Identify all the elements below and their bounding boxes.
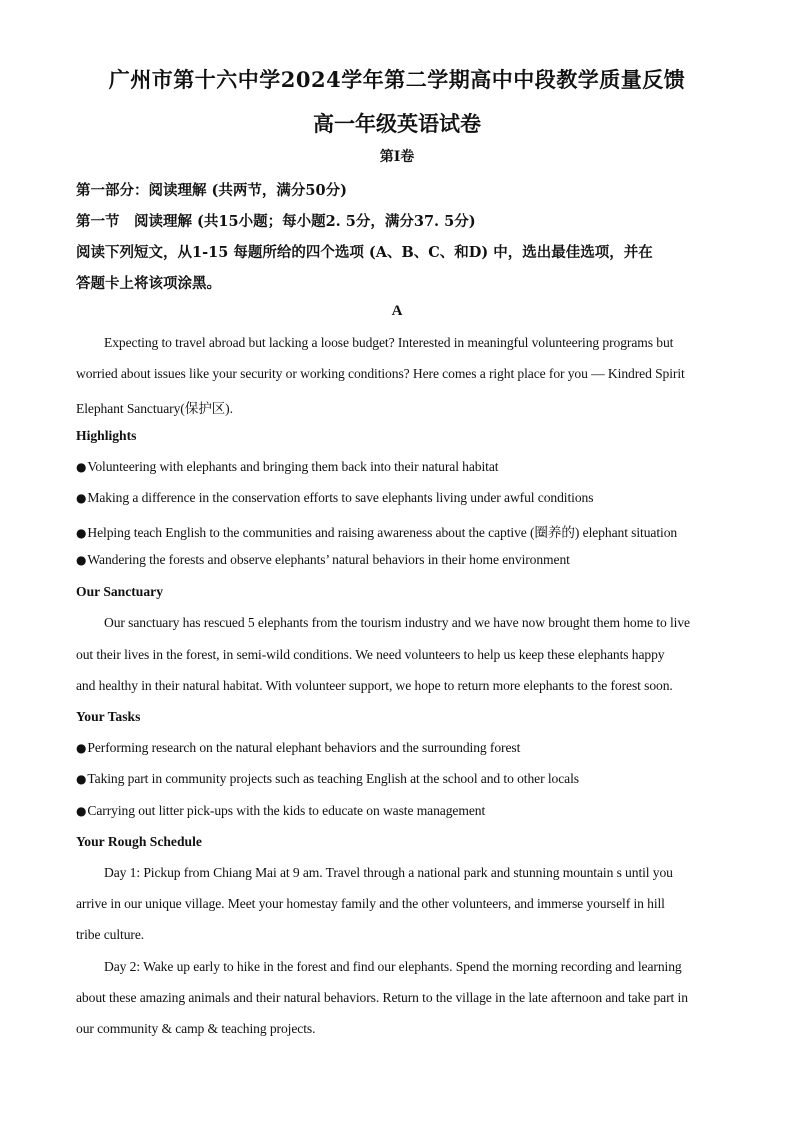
task-item xyxy=(76,771,579,787)
exam-subtitle: 高一年级英语试卷 xyxy=(313,111,481,136)
sanctuary-heading: Our Sanctuary xyxy=(76,584,163,599)
task-item xyxy=(76,803,485,819)
exam-title: 广州市第十六中学2024学年第二学期高中中段教学质量反馈 xyxy=(108,67,686,92)
day1-line: tribe culture. xyxy=(76,927,145,942)
bullet-icon: ● xyxy=(76,804,87,818)
highlight-text: Volunteering with elephants and bringing them back into their natural habitat xyxy=(87,459,499,474)
sanctuary-line: and healthy in their natural habitat. With volunteer support, we hope to return more elephants to the forest soon. xyxy=(76,678,673,693)
bullet-icon: ● xyxy=(76,772,87,786)
tasks-heading: Your Tasks xyxy=(76,709,141,724)
directions-line-1: 阅读下列短文，从1-15 每题所给的四个选项 (A、B、C、和D) 中，选出最佳选项，并在 xyxy=(76,244,653,261)
bullet-icon: ● xyxy=(76,553,87,567)
highlight-item xyxy=(76,459,498,475)
bullet-icon: ● xyxy=(76,460,87,474)
intro-line: worried about issues like your security or working conditions? Here comes a right place for you — Kindred Spirit xyxy=(76,366,685,381)
highlight-item xyxy=(76,521,677,541)
task-text: Taking part in community projects such as teaching English at the school and to other locals xyxy=(87,771,579,786)
day2-line: our community & camp & teaching projects. xyxy=(76,1021,316,1036)
directions-line-2: 答题卡上将该项涂黑。 xyxy=(76,275,221,292)
intro-line: Elephant Sanctuary(保护区). xyxy=(76,401,233,416)
schedule-heading: Your Rough Schedule xyxy=(76,834,202,849)
volume-label: 第Ⅰ卷 xyxy=(379,149,415,165)
bullet-icon: ● xyxy=(76,526,87,540)
day2-line: about these amazing animals and their natural behaviors. Return to the village in the late afternoon and take part in xyxy=(76,990,688,1005)
sanctuary-line: Our sanctuary has rescued 5 elephants from the tourism industry and we have now brought them home to live xyxy=(104,615,690,630)
task-text: Carrying out litter pick-ups with the kids to educate on waste management xyxy=(87,803,486,818)
highlight-item xyxy=(76,490,593,506)
highlight-item xyxy=(76,552,570,568)
sanctuary-line: out their lives in the forest, in semi-wild conditions. We need volunteers to help us keep these elephants happy xyxy=(76,647,665,662)
highlights-heading: Highlights xyxy=(76,428,137,443)
task-text: Performing research on the natural elephant behaviors and the surrounding forest xyxy=(87,740,521,755)
bullet-icon: ● xyxy=(76,741,87,755)
passage-label: A xyxy=(391,303,403,319)
bullet-icon: ● xyxy=(76,491,87,505)
highlight-text: Helping teach English to the communities and raising awareness about the captive (圈养的) elephant situation xyxy=(87,525,678,540)
highlight-text: Wandering the forests and observe elephants’ natural behaviors in their home environment xyxy=(87,552,570,567)
section-heading: 第一节 阅读理解 (共15小题；每小题2. 5分，满分37. 5分) xyxy=(76,213,476,230)
day1-line: arrive in our unique village. Meet your homestay family and the other volunteers, and immerse yourself in hill xyxy=(76,896,665,911)
day2-line: Day 2: Wake up early to hike in the forest and find our elephants. Spend the morning recording and learning xyxy=(104,959,682,974)
day1-line: Day 1: Pickup from Chiang Mai at 9 am. Travel through a national park and stunning mountain s until you xyxy=(104,865,673,880)
intro-line: Expecting to travel abroad but lacking a loose budget? Interested in meaningful volunteering programs but xyxy=(104,335,674,350)
task-item xyxy=(76,740,520,756)
part-heading: 第一部分：阅读理解 (共两节，满分50分) xyxy=(76,182,347,199)
highlight-text: Making a difference in the conservation efforts to save elephants living under awful conditions xyxy=(87,490,594,505)
